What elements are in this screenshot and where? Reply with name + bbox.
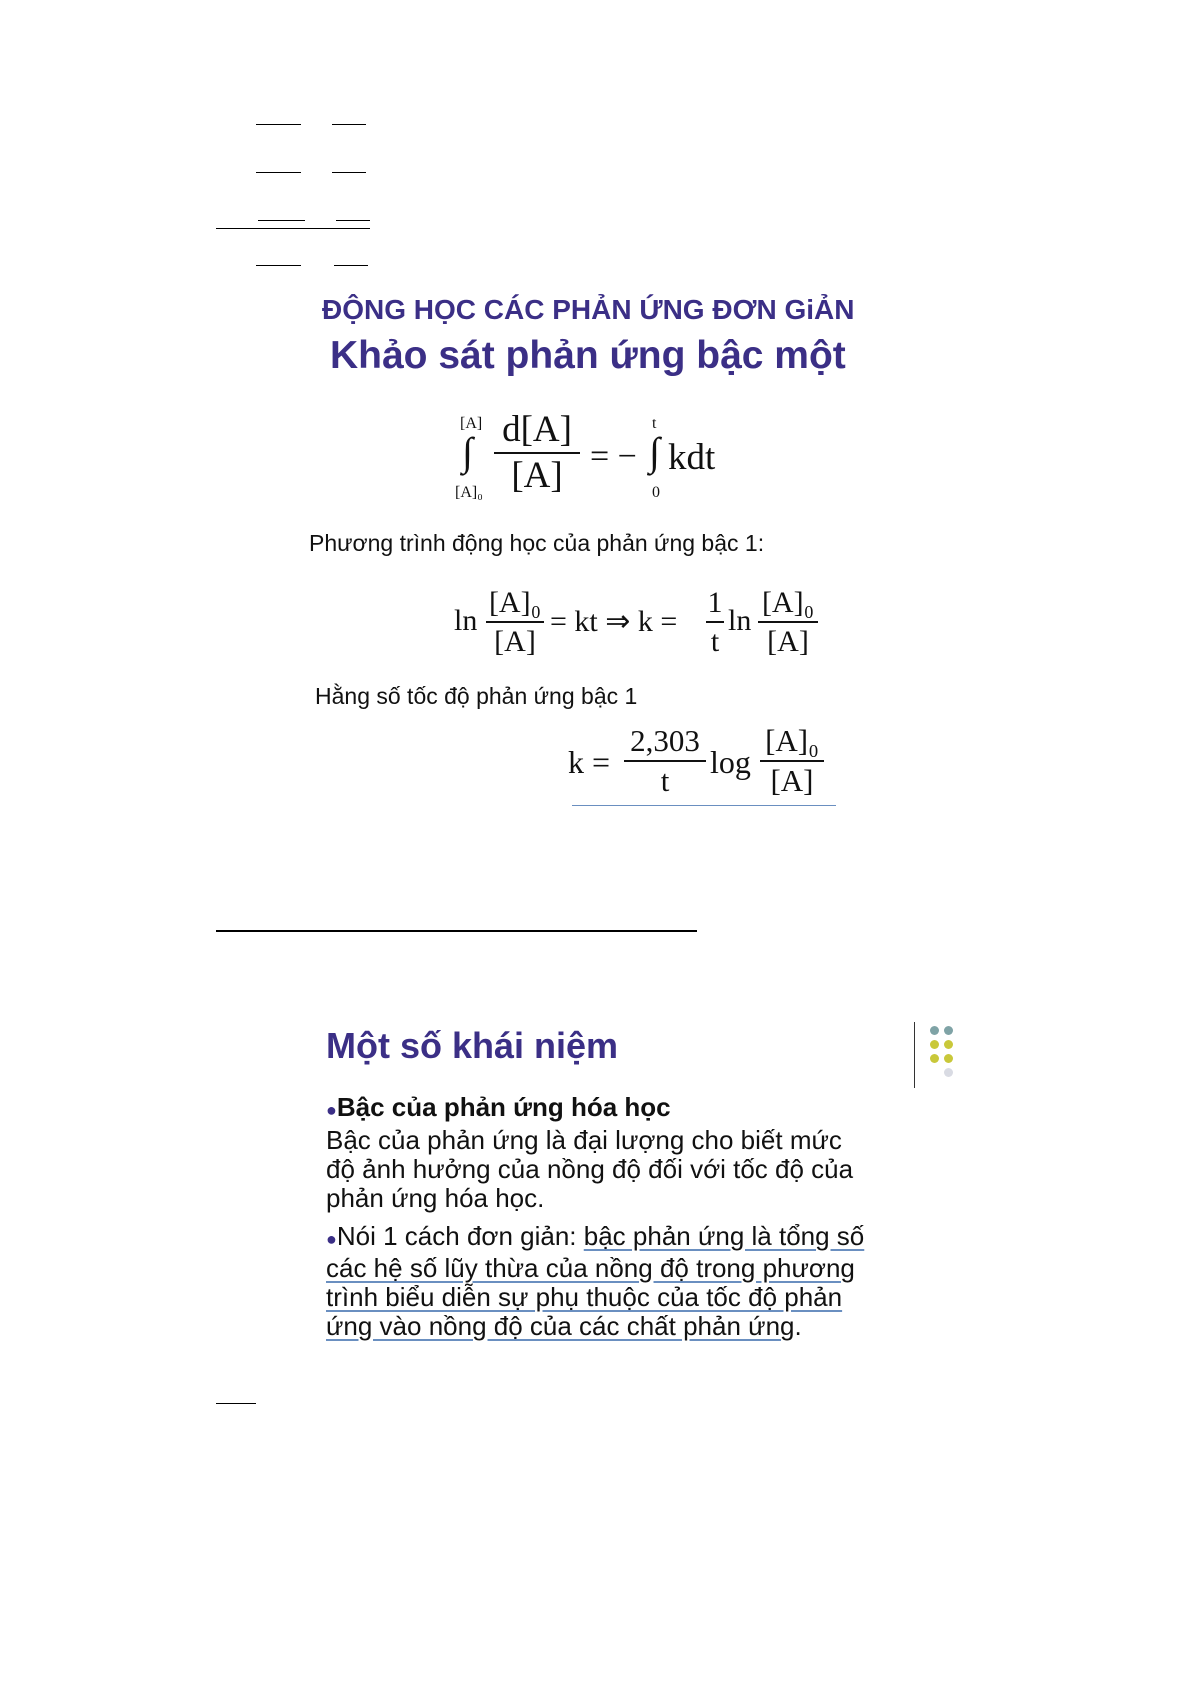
fraction-denominator: [A] — [494, 625, 536, 658]
ln-operator: ln — [454, 604, 478, 637]
ln-operator: ln — [728, 604, 752, 637]
caption-kinetic-equation: Phương trình động học của phản ứng bậc 1: — [309, 530, 765, 556]
underlined-text: các hệ số lũy thừa của nồng độ trong phương — [326, 1253, 855, 1283]
fraction-denominator: [A] — [767, 625, 809, 658]
fraction-numerator: d[A] — [502, 409, 572, 450]
fraction-numerator: 1 — [707, 586, 723, 619]
text-line: phản ứng hóa học. — [326, 1183, 545, 1213]
integral-upper-limit: t — [652, 415, 657, 432]
bullet-heading-order — [326, 1092, 671, 1123]
equation-lhs: k = — [568, 744, 611, 780]
log-operator: log — [710, 744, 751, 780]
decorative-dot — [930, 1054, 939, 1063]
text-line — [326, 1254, 864, 1283]
decorative-dot — [944, 1040, 953, 1049]
fraction-denominator: t — [660, 763, 670, 798]
separator-rule — [216, 930, 697, 932]
fraction-denominator: t — [710, 625, 720, 658]
rule — [258, 220, 305, 221]
rule — [256, 124, 301, 125]
integral-sign: ∫ — [649, 429, 660, 474]
bullet-icon: ● — [326, 1229, 337, 1249]
fraction-denominator: [A] — [511, 455, 563, 496]
equals-minus: = − — [590, 438, 637, 475]
slide-heading: ĐỘNG HỌC CÁC PHẢN ỨNG ĐƠN GiẢN — [322, 294, 855, 325]
rule — [572, 805, 836, 806]
fraction-A0-over-A — [758, 586, 818, 658]
fraction-bar — [494, 452, 580, 454]
fraction-A0-over-A — [486, 586, 544, 658]
text-line — [326, 1222, 864, 1254]
integral-lower-limit: 0 — [652, 484, 660, 501]
bullet-heading-text: Bậc của phản ứng hóa học — [336, 1092, 671, 1122]
text-line — [326, 1283, 864, 1312]
rule — [336, 220, 370, 221]
fraction-bar — [624, 760, 706, 762]
underlined-text: ứng vào nồng độ của các chất phản ứng — [326, 1311, 795, 1341]
slide-subtitle: Khảo sát phản ứng bậc một — [330, 334, 846, 377]
paragraph-simple-definition — [326, 1222, 864, 1341]
text-line: độ ảnh hưởng của nồng độ đối với tốc độ của — [326, 1154, 854, 1184]
fraction-bar — [706, 621, 724, 623]
fraction-numerator: 2,303 — [630, 723, 700, 758]
fraction-bar — [486, 621, 544, 623]
fraction-dA-over-A — [494, 410, 580, 496]
decorative-dot — [944, 1068, 953, 1077]
equation-middle: = kt ⇒ k = — [550, 605, 678, 638]
integral-upper-limit: [A] — [460, 415, 483, 432]
fraction-numerator: [A]₀ — [761, 586, 815, 619]
fraction-numerator: [A]₀ — [765, 723, 819, 758]
rule — [334, 265, 368, 266]
underlined-text: bậc phản ứng là tổng số — [583, 1221, 865, 1251]
integral-lower-limit: [A]₀ — [455, 484, 483, 501]
fraction-bar — [758, 621, 818, 623]
decorative-dot — [930, 1026, 939, 1035]
integral-sign: ∫ — [462, 429, 473, 474]
underlined-text: trình biểu diễn sự phụ thuộc của tốc độ phản — [326, 1282, 843, 1312]
bullet-prefix: Nói 1 cách đơn giản: — [336, 1221, 584, 1251]
rule — [332, 124, 366, 125]
rule — [332, 172, 366, 173]
bullet-icon: ● — [326, 1100, 337, 1120]
fraction-1-over-t — [706, 586, 724, 658]
text-line: Bậc của phản ứng là đại lượng cho biết mức — [326, 1125, 842, 1155]
period: . — [794, 1311, 802, 1341]
rule — [256, 172, 301, 173]
decorative-dot — [944, 1054, 953, 1063]
rule — [216, 1403, 256, 1404]
integrand: kdt — [668, 437, 716, 478]
fraction-bar — [760, 760, 824, 762]
fraction-numerator: [A]₀ — [488, 586, 542, 619]
caption-rate-constant: Hằng số tốc độ phản ứng bậc 1 — [315, 683, 638, 709]
rule — [216, 228, 370, 229]
decorative-dot — [944, 1026, 953, 1035]
rule — [256, 265, 301, 266]
fraction-A0-over-A — [760, 724, 824, 798]
fraction-2303-over-t — [624, 724, 706, 798]
fraction-denominator: [A] — [770, 763, 814, 798]
slide-title: Một số khái niệm — [326, 1025, 619, 1066]
paragraph-order-definition — [326, 1126, 853, 1213]
decorative-dot — [930, 1040, 939, 1049]
text-line — [326, 1312, 864, 1341]
vertical-divider — [914, 1022, 915, 1088]
